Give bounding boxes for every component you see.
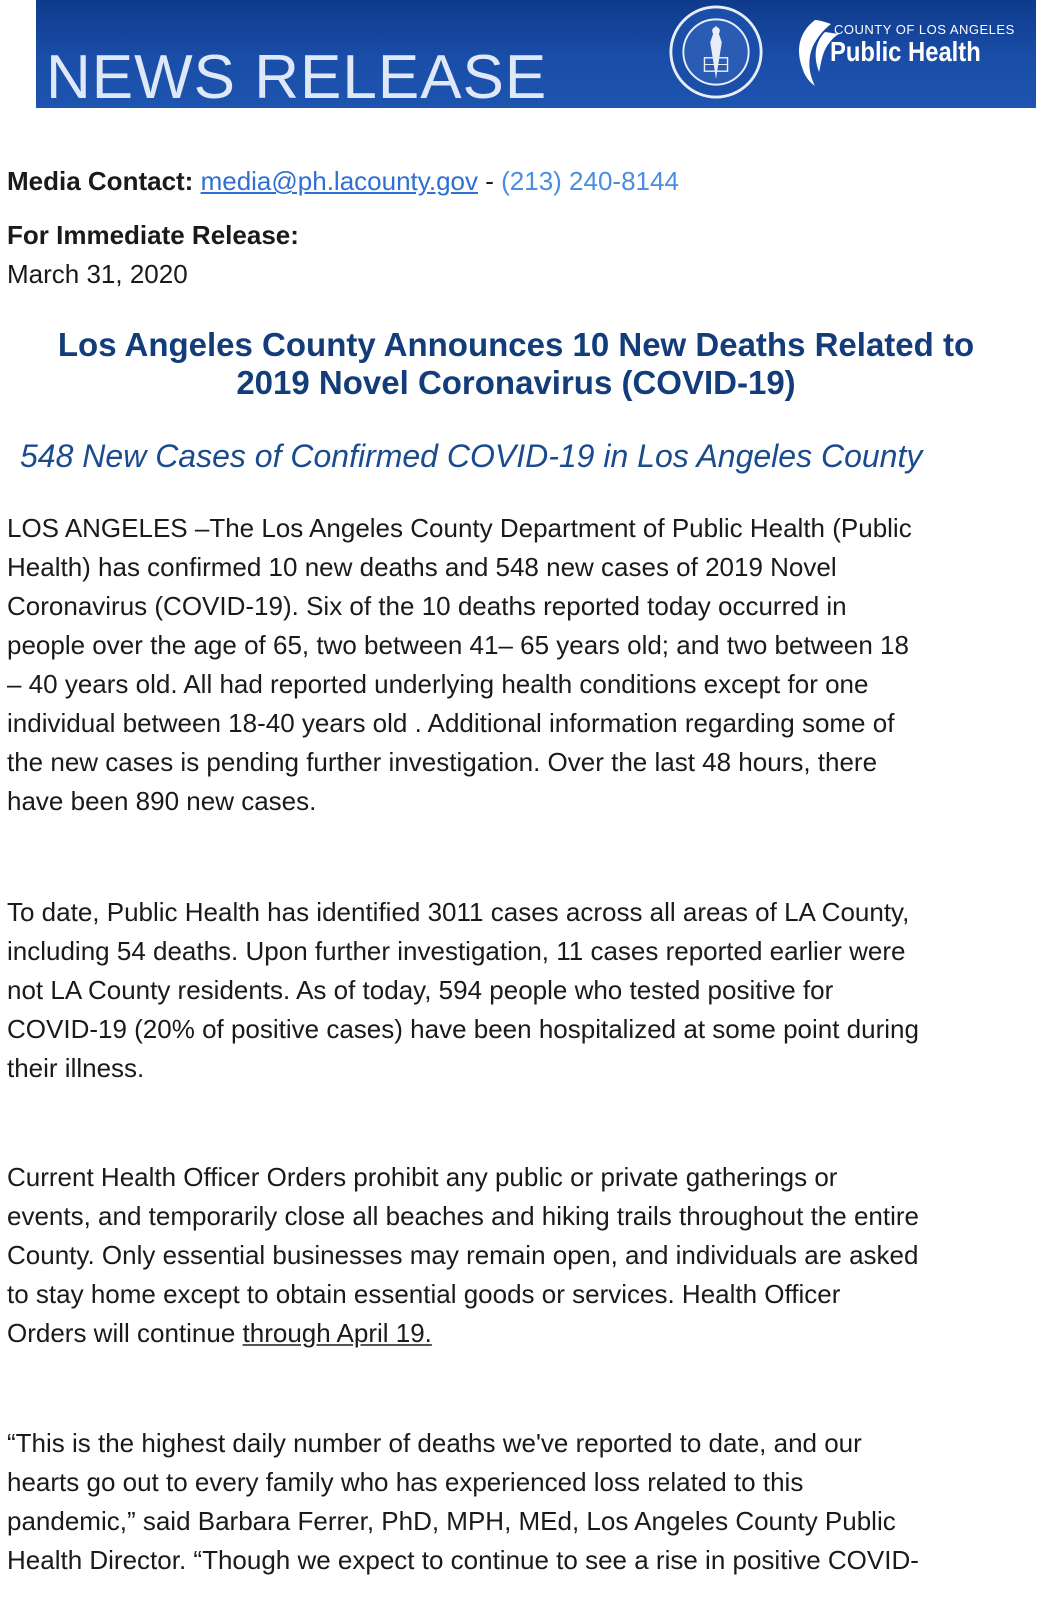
media-phone-number[interactable]: (213) 240-8144	[501, 166, 679, 196]
paragraph-line: – 40 years old. All had reported underlying health conditions except for one	[7, 669, 869, 699]
headline-line-1: Los Angeles County Announces 10 New Deaths Related to	[57, 326, 975, 363]
release-label: For Immediate Release:	[7, 220, 299, 250]
orders-prefix: Orders will continue	[7, 1318, 243, 1348]
paragraph-line: Health) has confirmed 10 new deaths and 548 new cases of 2019 Novel	[7, 552, 837, 582]
county-seal-icon	[668, 4, 764, 100]
media-email-link[interactable]: media@ph.lacounty.gov	[200, 166, 478, 196]
media-contact-label: Media Contact:	[7, 166, 194, 196]
paragraph-line: including 54 deaths. Upon further investigation, 11 cases reported earlier were	[7, 936, 906, 966]
paragraph-line: individual between 18-40 years old . Additional information regarding some of	[7, 708, 895, 738]
paragraph-line: the new cases is pending further investigation. Over the last 48 hours, there	[7, 747, 878, 777]
headline	[0, 326, 1032, 402]
media-contact-line	[7, 166, 679, 197]
paragraph-line: hearts go out to every family who has experienced loss related to this	[7, 1467, 804, 1497]
paragraph-line: have been 890 new cases.	[7, 786, 317, 816]
paragraph-line: “This is the highest daily number of deaths we've reported to date, and our	[7, 1428, 862, 1458]
headline-line-2: 2019 Novel Coronavirus (COVID-19)	[236, 364, 796, 401]
paragraph-line: not LA County residents. As of today, 594 people who tested positive for	[7, 975, 834, 1005]
paragraph-line: Coronavirus (COVID-19). Six of the 10 deaths reported today occurred in	[7, 591, 847, 621]
paragraph-3	[7, 1158, 919, 1353]
paragraph-2	[7, 893, 919, 1088]
subheadline: 548 New Cases of Confirmed COVID-19 in Los Angeles County	[20, 438, 923, 474]
paragraph-line: Current Health Officer Orders prohibit any public or private gatherings or	[7, 1162, 838, 1192]
paragraph-line	[7, 1314, 919, 1353]
paragraph-line: people over the age of 65, two between 41– 65 years old; and two between 18	[7, 630, 909, 660]
paragraph-line: Health Director. “Though we expect to continue to see a rise in positive COVID-	[7, 1545, 919, 1575]
paragraph-line: to stay home except to obtain essential goods or services. Health Officer	[7, 1279, 841, 1309]
paragraph-1	[7, 509, 912, 821]
release-date: March 31, 2020	[7, 259, 188, 289]
paragraph-line: LOS ANGELES –The Los Angeles County Department of Public Health (Public	[7, 513, 912, 543]
paragraph-4	[7, 1424, 919, 1580]
paragraph-line: events, and temporarily close all beaches and hiking trails throughout the entire	[7, 1201, 919, 1231]
paragraph-line: their illness.	[7, 1053, 145, 1083]
paragraph-line: County. Only essential businesses may remain open, and individuals are asked	[7, 1240, 919, 1270]
through-april-19-link[interactable]: through April 19.	[242, 1318, 432, 1348]
contact-separator: -	[485, 166, 494, 196]
paragraph-line: pandemic,” said Barbara Ferrer, PhD, MPH, MEd, Los Angeles County Public	[7, 1506, 896, 1536]
news-release-banner	[36, 0, 1036, 108]
paragraph-line: To date, Public Health has identified 3011 cases across all areas of LA County,	[7, 897, 910, 927]
department-name-label: Public Health	[830, 36, 981, 67]
paragraph-line: COVID-19 (20% of positive cases) have been hospitalized at some point during	[7, 1014, 919, 1044]
department-county-label: COUNTY OF LOS ANGELES	[834, 22, 1015, 37]
banner-title: NEWS RELEASE	[46, 43, 548, 108]
